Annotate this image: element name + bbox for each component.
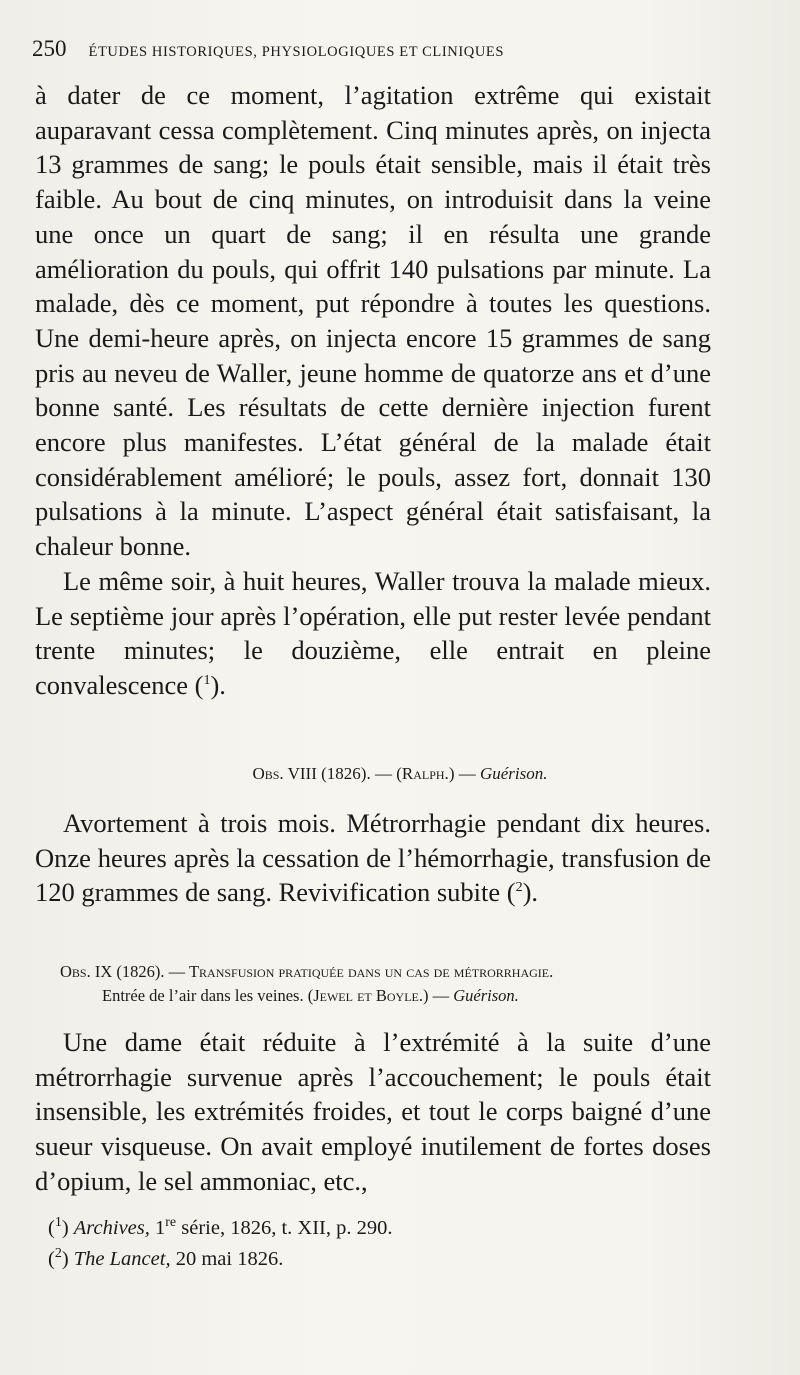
footnote-1-rest-a: 1 bbox=[149, 1217, 166, 1239]
obs9-line1-text: Obs. IX (1826). — Transfusion pratiquée dans un cas de métrorrhagie. bbox=[60, 962, 554, 981]
footnote-2: ($^2$) The Lancet, 20 mai 1826. bbox=[48, 1246, 284, 1270]
footnote-2-rest: 20 mai 1826. bbox=[170, 1248, 284, 1270]
footnote-1-source: Archives, bbox=[73, 1217, 150, 1239]
page-header bbox=[32, 36, 772, 62]
paragraph-2-end: ). bbox=[210, 669, 226, 700]
footnote-1-mark: 1 bbox=[54, 1215, 62, 1231]
observation-8-body bbox=[35, 806, 711, 910]
footnote-1-sup: re bbox=[165, 1215, 177, 1231]
page-number: 250 bbox=[32, 36, 67, 61]
obs9-line2-a: Entrée de l’air dans les veines. ( bbox=[102, 986, 314, 1005]
obs8-author: Ralph. bbox=[401, 764, 449, 783]
observation-8-heading bbox=[40, 762, 760, 786]
paragraph-2-text: Le même soir, à huit heures, Waller trouva la malade mieux. Le septième jour après l’opération, elle put rester levée pendant trente minutes; le douzième, elle entrait en pleine convalescence ( bbox=[35, 565, 711, 700]
obs8-end: ). bbox=[522, 877, 539, 908]
obs8-text: Avortement à trois mois. Métrorrhagie pendant dix heures. Onze heures après la cessation de l’hémorrhagie, transfusion de 120 grammes de sang. Revivification subite ( bbox=[35, 808, 711, 908]
obs8-dash: ) — bbox=[448, 764, 480, 783]
obs8-label: Obs. VIII (1826). — ( bbox=[252, 764, 402, 783]
observation-9-heading bbox=[60, 960, 740, 1008]
footnote-1: ($^1$) Archives, 1re série, 1826, t. XII, p. 290. bbox=[48, 1215, 393, 1239]
paragraph-1: à dater de ce moment, l’agitation extrême qui existait auparavant cessa complètement. Cinq minutes après, on injecta 13 grammes de sang; le pouls était sensible, mais il était très faible. Au bout de cinq minutes, on introduisit dans la veine une once un quart de sang; il en résulta une grande amélioration du pouls, qui offrit 140 pulsations par minute. La malade, dès ce moment, put répondre à toutes les questions. Une demi-heure après, on injecta encore 15 grammes de sang pris au neveu de Waller, jeune homme de quatorze ans et d’une bonne santé. Les résultats de cette dernière injection furent encore plus manifestes. L’état général de la malade était considérablement amélioré; le pouls, assez fort, donnait 130 pulsations à la minute. L’aspect général était satisfaisant, la chaleur bonne. bbox=[35, 80, 711, 562]
paragraph-2 bbox=[35, 564, 711, 703]
obs9-result: Guérison. bbox=[453, 986, 519, 1005]
observation-9-body bbox=[35, 1025, 711, 1199]
footnote-1-rest-b: série, 1826, t. XII, p. 290. bbox=[176, 1217, 393, 1239]
obs9-line2 bbox=[60, 984, 740, 1008]
footnote-2-source: The Lancet, bbox=[73, 1248, 171, 1270]
running-title: ÉTUDES HISTORIQUES, PHYSIOLOGIQUES ET CLINIQUES bbox=[88, 44, 505, 60]
obs9-line2-b: ) — bbox=[423, 986, 454, 1005]
footnotes bbox=[48, 1213, 708, 1275]
obs9-line1 bbox=[60, 960, 740, 984]
footnote-ref-1: 1 bbox=[203, 673, 211, 689]
paragraph-obs8 bbox=[35, 806, 711, 910]
paragraph-obs9: Une dame était réduite à l’extrémité à la suite d’une métrorrhagie survenue après l’accouchement; le pouls était insensible, les extrémités froides, et tout le corps baigné d’une sueur visqueuse. On avait employé inutilement de fortes doses d’opium, le sel ammoniac, etc., bbox=[35, 1027, 711, 1196]
footnote-2-mark: 2 bbox=[54, 1246, 62, 1262]
body-text-top bbox=[35, 78, 711, 703]
obs9-authors: Jewel et Boyle. bbox=[313, 986, 423, 1005]
footnote-ref-2: 2 bbox=[515, 880, 523, 896]
obs8-result: Guérison. bbox=[479, 764, 548, 783]
